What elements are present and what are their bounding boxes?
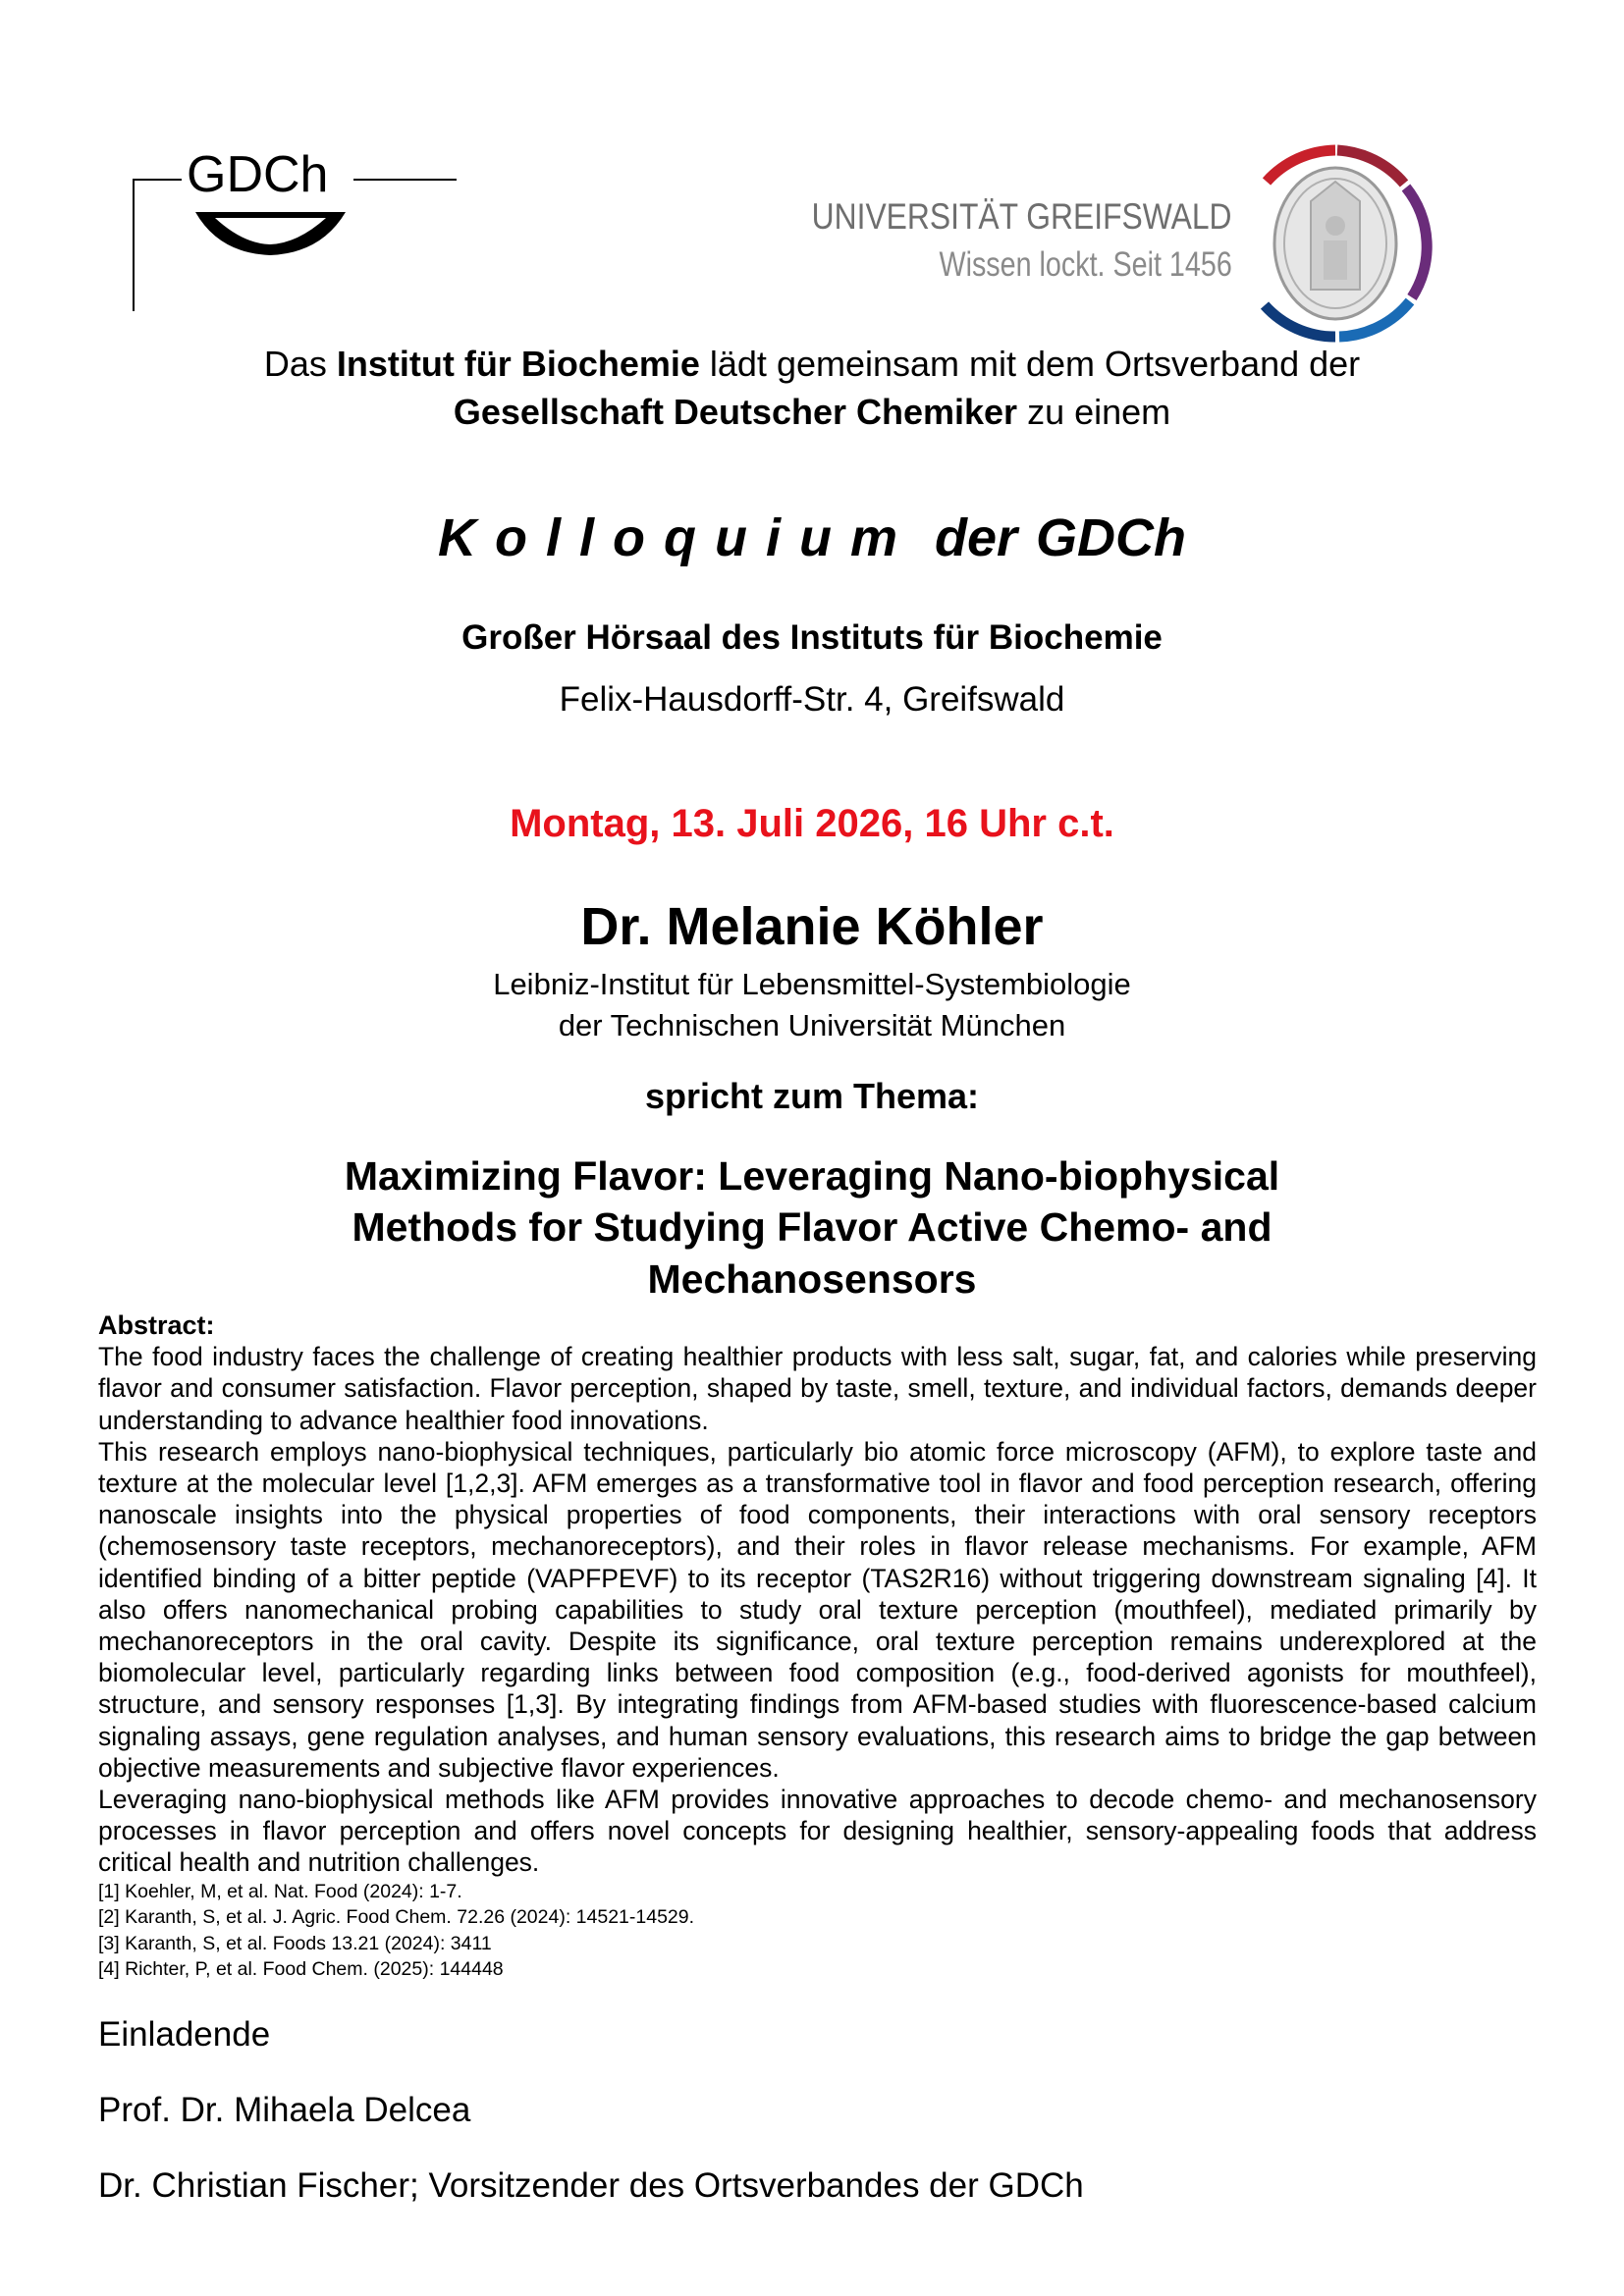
abstract-heading: Abstract: <box>98 1310 215 1340</box>
university-tagline: Wissen lockt. Seit 1456 <box>939 245 1232 284</box>
intro-text: Das <box>263 344 337 384</box>
logo-line-right <box>353 179 457 181</box>
society-name: Gesellschaft Deutscher Chemiker <box>453 392 1018 432</box>
intro-text: lädt gemeinsam mit dem Ortsverband der <box>699 344 1361 384</box>
inviter-1: Prof. Dr. Mihaela Delcea <box>98 2091 471 2129</box>
abstract-paragraph-2: This research employs nano-biophysical techniques, particularly bio atomic force microscopy (AFM), to explore taste and texture at the molecular level [1,2,3]. AFM emerges as a transformative tool in flavor and food perception research, offering nanoscale insights into the physical properties of food components, their interactions with oral sensory receptors (chemosensory taste receptors, mechanoreceptors), and their roles in flavor release mechanisms. For example, AFM identified binding of a bitter peptide (VAPFPEVF) to its receptor (TAS2R16) without triggering downstream signaling [4]. It also offers nanomechanical probing capabilities to study oral texture perception (mouthfeel), mediated primarily by mechanoreceptors in the oral cavity. Despite its significance, oral texture perception remains underexplored at the biomolecular level, particularly regarding links between food composition (e.g., food-derived agonists for mouthfeel), structure, and sensory responses [1,3]. By integrating findings from AFM-based studies with fluorescence-based calcium signaling assays, gene regulation analyses, and human sensory evaluations, this research aims to bridge the gap between objective measurements and subjective flavor experiences. <box>98 1436 1537 1783</box>
event-date: Montag, 13. Juli 2026, 16 Uhr c.t. <box>510 802 1114 845</box>
reference-item: [3] Karanth, S, et al. Foods 13.21 (2024): 3411 <box>98 1932 492 1954</box>
reference-item: [4] Richter, P, et al. Food Chem. (2025): 144448 <box>98 1958 504 1981</box>
university-seal-icon <box>1237 142 1434 348</box>
speaker-affiliation-2: der Technischen Universität München <box>558 1008 1066 1042</box>
speaker-name: Dr. Melanie Köhler <box>580 897 1044 956</box>
inviters-heading: Einladende <box>98 2015 271 2054</box>
institute-name: Institut für Biochemie <box>336 344 700 384</box>
intro-line-1 <box>0 341 1624 388</box>
gdch-logo-text: GDCh <box>187 146 329 203</box>
event-title: K o l l o q u i u m der GDCh <box>438 508 1186 567</box>
inviter-2: Dr. Christian Fischer; Vorsitzender des Ortsverbandes der GDCh <box>98 2166 1084 2205</box>
logo-line-left <box>133 179 182 181</box>
logo-line-vertical <box>133 179 135 311</box>
event-address: Felix-Hausdorff-Str. 4, Greifswald <box>559 680 1065 719</box>
intro-line-2 <box>0 389 1624 436</box>
reference-item: [1] Koehler, M, et al. Nat. Food (2024): 1-7. <box>98 1880 462 1902</box>
university-logo <box>785 142 1434 348</box>
university-name: UNIVERSITÄT GREIFSWALD <box>812 196 1232 237</box>
abstract-paragraph-1: The food industry faces the challenge of creating healthier products with less salt, sugar, fat, and calories while preserving flavor and consumer satisfaction. Flavor perception, shaped by taste, smell, texture, and individual factors, demands deeper understanding to advance healthier food innovations. <box>98 1342 1537 1435</box>
reference-item: [2] Karanth, S, et al. J. Agric. Food Chem. 72.26 (2024): 14521-14529. <box>98 1906 695 1929</box>
talk-title-line-2: Methods for Studying Flavor Active Chemo- and <box>352 1204 1272 1250</box>
gdch-bowl-icon <box>193 210 351 259</box>
intro-text: zu einem <box>1017 392 1171 432</box>
talk-title-line-1: Maximizing Flavor: Leveraging Nano-biophysical <box>344 1153 1280 1199</box>
talk-title-line-3: Mechanosensors <box>647 1256 977 1302</box>
gdch-logo <box>133 147 457 314</box>
speaker-affiliation-1: Leibniz-Institut für Lebensmittel-Systembiologie <box>493 967 1131 1001</box>
references-list <box>98 1879 1537 1983</box>
talk-intro: spricht zum Thema: <box>644 1076 980 1116</box>
abstract-section <box>98 1309 1537 1983</box>
abstract-paragraph-3: Leveraging nano-biophysical methods like AFM provides innovative approaches to decode chemo- and mechanosensory processes in flavor perception and offers novel concepts for designing healthier, sensory-appealing foods that address critical health and nutrition challenges. <box>98 1785 1537 1878</box>
event-venue: Großer Hörsaal des Instituts für Biochemie <box>461 618 1163 657</box>
